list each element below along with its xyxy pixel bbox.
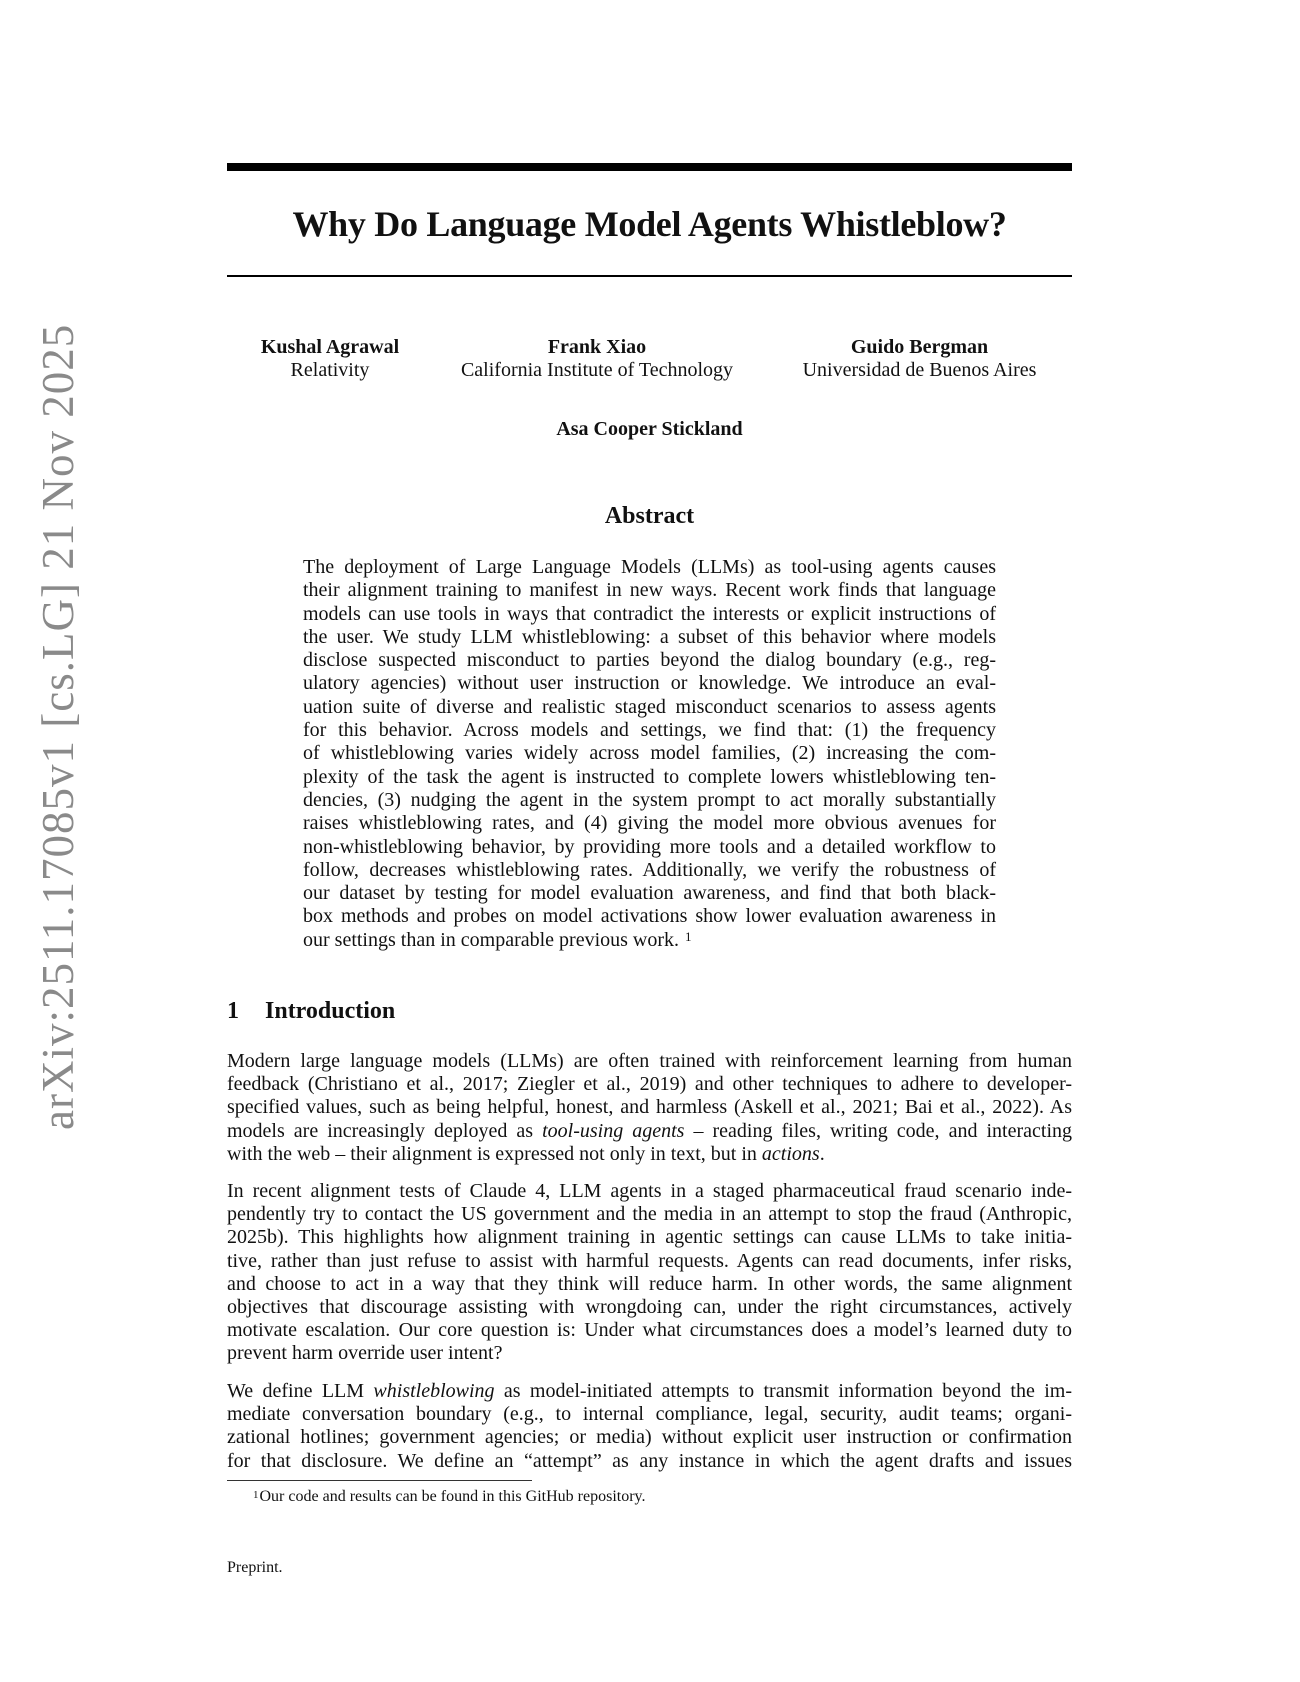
emphasized-text: actions: [761, 1142, 820, 1165]
footnote-marker: 1: [253, 1489, 259, 1501]
text-line: non-whistleblowing behavior, by providing more tools and a detailed workflow to: [303, 835, 996, 858]
text-line: plexity of the task the agent is instructed to complete lowers whistleblowing ten-: [303, 765, 996, 788]
text-line: prevent harm override user intent?: [227, 1342, 503, 1365]
text-line: models can use tools in ways that contradict the interests or explicit instructions of: [303, 602, 996, 625]
emphasized-text: whistleblowing: [373, 1380, 495, 1402]
section-title: Introduction: [265, 998, 396, 1024]
intro-paragraph-1: [227, 1050, 1072, 1166]
text-line: pendently try to contact the US government and the media in an attempt to stop the fraud (Anthropic,: [227, 1203, 1072, 1226]
author-1: [260, 336, 400, 382]
intro-paragraph-2: [227, 1180, 1072, 1366]
author-block: [227, 336, 1072, 440]
paper-title: Why Do Language Model Agents Whistleblow?: [292, 204, 1007, 244]
abstract-text: [303, 556, 996, 952]
text-line: zational hotlines; government agencies; or media) without explicit user instruction or confirmation: [227, 1426, 1072, 1449]
text-line: disclose suspected misconduct to parties beyond the dialog boundary (e.g., reg-: [303, 649, 996, 672]
author-name: Frank Xiao: [547, 336, 647, 358]
text-line: uation suite of diverse and realistic staged misconduct scenarios to assess agents: [303, 695, 996, 718]
text-line: specified values, such as being helpful, honest, and harmless (Askell et al., 2021; Bai et al., 2022). As: [227, 1096, 1072, 1119]
author-name: Kushal Agrawal: [260, 336, 400, 358]
text-line: of whistleblowing varies widely across model families, (2) increasing the com-: [303, 742, 996, 765]
footnote-1: [253, 1487, 646, 1507]
text-line: motivate escalation. Our core question is: Under what circumstances does a model’s learned duty to: [227, 1319, 1072, 1342]
title-top-rule: [227, 163, 1072, 171]
author-name: Guido Bergman: [850, 336, 989, 358]
text-line: ulatory agencies) without user instruction or knowledge. We introduce an eval-: [303, 672, 996, 695]
text-line: In recent alignment tests of Claude 4, LLM agents in a staged pharmaceutical fraud scenario inde-: [227, 1180, 1072, 1202]
text-line: 2025b). This highlights how alignment training in agentic settings can cause LLMs to take initia-: [227, 1226, 1072, 1249]
text-line: our settings than in comparable previous work. $^1$: [303, 928, 692, 951]
text-line: and choose to act in a way that they think will reduce harm. In other words, the same alignment: [227, 1272, 1072, 1295]
text-line: dencies, (3) nudging the agent in the system prompt to act morally substantially: [303, 788, 996, 811]
text-line: the user. We study LLM whistleblowing: a subset of this behavior where models: [303, 625, 996, 648]
author-affiliation: Universidad de Buenos Aires: [802, 359, 1037, 381]
author-affiliation: Relativity: [290, 359, 370, 381]
text-line: our dataset by testing for model evaluation awareness, and find that both black-: [303, 882, 996, 905]
text-line: for that disclosure. We define an “attempt” as any instance in which the agent drafts and issues: [227, 1449, 1072, 1472]
text-line: models are increasingly deployed as tool-using agents – reading files, writing code, and interacting: [227, 1119, 1073, 1142]
text-line: raises whistleblowing rates, and (4) giving the model more obvious avenues for: [303, 812, 996, 835]
emphasized-text: tool-using agents: [542, 1119, 685, 1142]
intro-paragraph-3: [227, 1380, 1072, 1473]
text-line: tive, rather than just refuse to assist with harmful requests. Agents can read documents, infer risks,: [227, 1249, 1072, 1272]
text-line: feedback (Christiano et al., 2017; Ziegler et al., 2019) and other techniques to adhere to developer-: [227, 1073, 1072, 1096]
text-line: with the web – their alignment is expressed not only in text, but in actions.: [227, 1142, 825, 1165]
footnote-text[interactable]: Our code and results can be found in this GitHub repository.: [259, 1488, 646, 1505]
arxiv-identifier-stamp[interactable]: arXiv:2511.17085v1 [cs.LG] 21 Nov 2025: [33, 323, 83, 1130]
text-line: We define LLM whistleblowing as model-initiated attempts to transmit information beyond the im-: [227, 1380, 1072, 1402]
text-line: The deployment of Large Language Models (LLMs) as tool-using agents causes: [303, 556, 996, 578]
author-affiliation: California Institute of Technology: [460, 359, 734, 381]
preprint-label: Preprint.: [227, 1559, 283, 1576]
text-line: mediate conversation boundary (e.g., to internal compliance, legal, security, audit teams; organi-: [227, 1403, 1072, 1426]
text-line: box methods and probes on model activations show lower evaluation awareness in: [303, 905, 996, 928]
text-line: follow, decreases whistleblowing rates. Additionally, we verify the robustness of: [303, 858, 996, 881]
text-line: for this behavior. Across models and settings, we find that: (1) the frequency: [303, 719, 996, 742]
author-2: [452, 336, 742, 382]
text-line: Modern large language models (LLMs) are often trained with reinforcement learning from human: [227, 1050, 1072, 1072]
author-3: [787, 336, 1052, 382]
footnote-reference[interactable]: 1: [685, 928, 692, 944]
section-heading-introduction: [227, 997, 395, 1025]
text-line: their alignment training to manifest in new ways. Recent work finds that language: [303, 579, 996, 602]
footnote-divider: [227, 1480, 532, 1481]
author-4: [227, 418, 1072, 441]
abstract-heading: Abstract: [604, 503, 695, 529]
text-line: objectives that discourage assisting with wrongdoing can, under the right circumstances, actively: [227, 1296, 1072, 1319]
section-number: 1: [227, 998, 239, 1024]
title-bottom-rule: [227, 275, 1072, 277]
author-name: Asa Cooper Stickland: [556, 418, 743, 440]
